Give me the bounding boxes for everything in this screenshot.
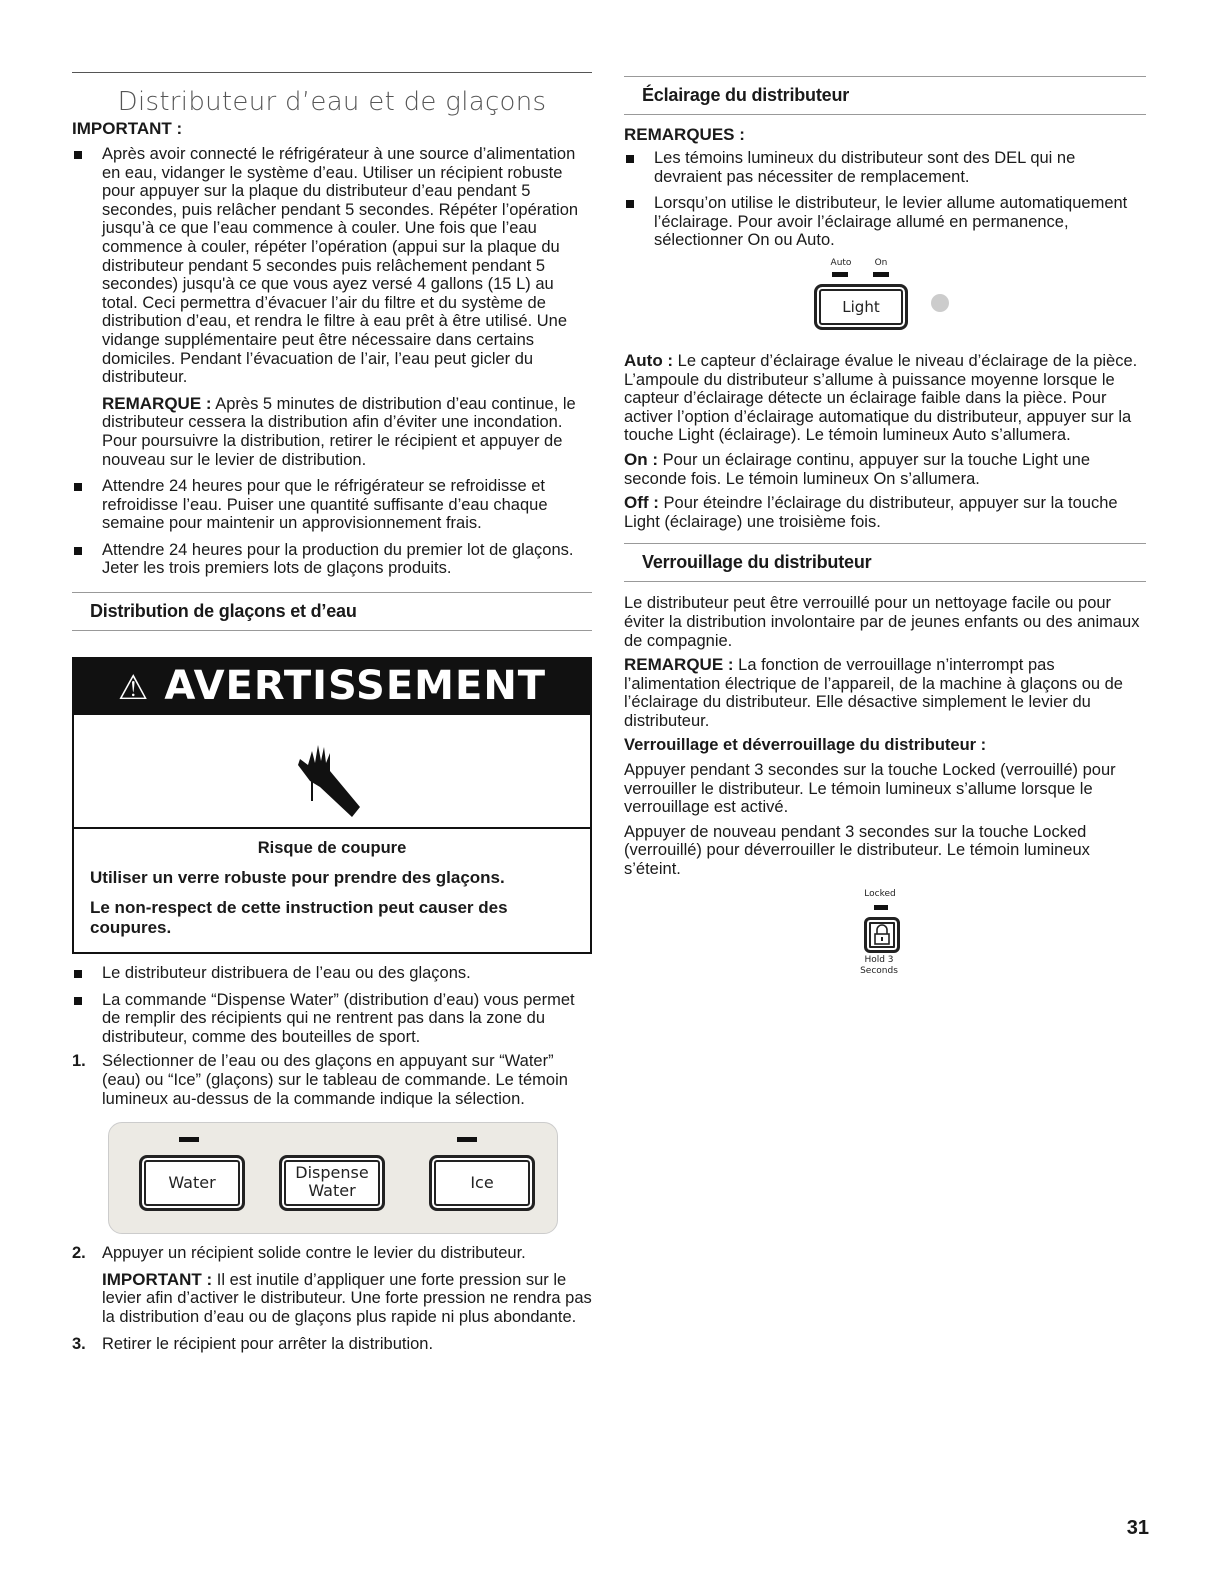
ice-indicator-led (457, 1137, 477, 1142)
light-note-1: Les témoins lumineux du distributeur sont des DEL qui ne devraient pas nécessiter de remplacement. (654, 149, 1076, 186)
dispense-button-label-top: Dispense (295, 1163, 369, 1183)
warning-triangle-icon: ⚠ (117, 668, 150, 709)
off-paragraph (624, 494, 1146, 531)
intro-bullet-3: Attendre 24 heures pour la production du premier lot de glaçons. Jeter les trois premiers lots de glaçons produits. (102, 540, 574, 578)
hold-label-line-2: Seconds (860, 965, 898, 976)
page-number: 31 (1126, 1517, 1149, 1539)
light-note-2: Lorsqu’on utilise le distributeur, le levier allume automatiquement l’éclairage. Pour avoir l’éclairage allumé en permanence, sélectionner On ou Auto. (654, 194, 1128, 250)
lock-paragraph-1: Appuyer pendant 3 secondes sur la touche Locked (verrouillé) pour verrouiller le distributeur. Le témoin lumineux s’allume lorsque le verrouillage est activé. (624, 761, 1116, 817)
step-2-text: Appuyer un récipient solide contre le levier du distributeur. (102, 1244, 526, 1263)
ice-button-label: Ice (470, 1173, 494, 1193)
water-indicator-led (179, 1137, 199, 1142)
intro-list (72, 145, 592, 578)
steps-list (72, 1052, 592, 1108)
padlock-icon (867, 920, 897, 950)
dispense-water-button[interactable] (279, 1155, 385, 1211)
step-2-important (102, 1271, 592, 1327)
list-item (72, 541, 592, 578)
top-rule (72, 72, 592, 73)
light-control-panel (624, 256, 1146, 352)
note-label: REMARQUE : (102, 393, 212, 413)
step-3-text: Retirer le récipient pour arrêter la distribution. (102, 1334, 434, 1353)
intro-bullet-2: Attendre 24 heures pour que le réfrigérateur se refroidisse et refroidisse l’eau. Puiser une quantité suffisante d’eau chaque semaine pour maintenir un approvisionnement frais. (102, 477, 548, 533)
step-2-important-text: Il est inutile d’appliquer une forte pression sur le levier afin d’activer le distributeur. Une forte pression ne rendra pas la distribution d’eau ou de glaçons plus rapide ni plus abondante. (102, 1270, 592, 1326)
warning-line-2: Le non-respect de cette instruction peut causer des coupures. (90, 898, 508, 938)
water-button-label: Water (168, 1173, 216, 1193)
bullet-icon (74, 547, 82, 555)
bullet-icon (626, 155, 634, 163)
bullet-icon (74, 970, 82, 978)
section-heading-light: Éclairage du distributeur (642, 85, 850, 105)
section-rule (624, 114, 1146, 115)
page-title: Distributeur d’eau et de glaçons (117, 87, 547, 117)
step-item (72, 1335, 592, 1354)
off-label: Off : (624, 493, 659, 513)
step-item (72, 1244, 592, 1326)
steps-list-continued (72, 1244, 592, 1353)
off-text: Pour éteindre l’éclairage du distributeur, appuyer sur la touche Light (éclairage) une troisième fois. (624, 494, 1118, 531)
step-2-important-label: IMPORTANT : (102, 1269, 213, 1289)
auto-label: Auto : (624, 350, 674, 370)
section-heading-dispensing: Distribution de glaçons et d’eau (90, 601, 357, 622)
list-item (72, 991, 592, 1047)
lock-note-text: La fonction de verrouillage n’interrompt pas l’alimentation électrique de l’appareil, de la machine à glaçons ou de l’éclairage du distributeur. Elle désactive simplement le levier du distributeur. (624, 656, 1123, 730)
on-paragraph (624, 451, 1146, 488)
light-sensor-icon (931, 294, 949, 312)
section-heading-lock: Verrouillage du distributeur (642, 552, 872, 573)
step-number: 2. (72, 1244, 86, 1263)
cut-hand-icon (290, 721, 370, 821)
on-label: On : (624, 449, 658, 469)
warning-text (74, 829, 590, 952)
ice-button[interactable] (429, 1155, 535, 1211)
dispense-button-label-bottom: Water (308, 1181, 356, 1201)
lock-control-panel (624, 885, 1146, 995)
note-text: Après 5 minutes de distribution d’eau continue, le distributeur cessera la distribution afin d’éviter une incondation. Pour poursuivre la distribution, retirer le récipient et appuyer de nouveau sur le levier de distribution. (102, 394, 576, 469)
list-item (624, 194, 1146, 250)
bullet-icon (74, 997, 82, 1005)
lock-button[interactable] (864, 917, 900, 953)
on-indicator-label: On (874, 257, 888, 268)
important-label: IMPORTANT : (72, 119, 183, 138)
auto-paragraph (624, 352, 1146, 445)
section-rule (624, 581, 1146, 582)
step-item (72, 1052, 592, 1108)
warning-banner (74, 659, 590, 715)
note-paragraph (102, 395, 592, 469)
left-column (72, 72, 592, 1353)
list-item (72, 964, 592, 983)
step-1-text: Sélectionner de l’eau ou des glaçons en appuyant sur “Water” (eau) ou “Ice” (glaçons) sur le tableau de commande. Le témoin lumineux au-dessus de la commande indique la sélection. (102, 1052, 568, 1108)
dispense-bullet-2: La commande “Dispense Water” (distribution d’eau) vous permet de remplir des récipients qui ne rentrent pas dans la zone du distributeur, comme des bouteilles de sport. (102, 990, 575, 1046)
on-text: Pour un éclairage continu, appuyer sur la touche Light une seconde fois. Le témoin lumineux On s’allumera. (624, 450, 1091, 488)
auto-indicator-label: Auto (830, 257, 852, 268)
dispense-bullet-1: Le distributeur distribuera de l’eau ou des glaçons. (102, 964, 471, 983)
warning-box (72, 657, 592, 954)
list-item (72, 145, 592, 469)
list-item (624, 149, 1146, 186)
remarques-label: REMARQUES : (624, 125, 745, 144)
section-rule (72, 630, 592, 631)
on-indicator-led (873, 272, 889, 277)
bullet-icon (626, 200, 634, 208)
water-button[interactable] (139, 1155, 245, 1211)
locked-indicator-led (874, 905, 888, 910)
right-column (624, 76, 1146, 995)
light-button-label: Light (842, 297, 880, 316)
lock-subheading: Verrouillage et déverrouillage du distributeur : (624, 736, 987, 755)
light-notes-list (624, 149, 1146, 250)
intro-bullet-1: Après avoir connecté le réfrigérateur à une source d’alimentation en eau, vidanger le système d’eau. Utiliser un récipient robuste pour appuyer sur la plaque du distributeur d’eau pendant 5 secondes, puis relâcher pendant 5 secondes. Répéter l’opération jusqu’à ce que l’eau commence à couler. Une fois que l’eau commence à couler, répéter l’opération (appui sur la plaque du distributeur pendant 5 secondes puis relâchement pendant 5 secondes) jusqu'à ce que vous ayez versé 4 gallons (15 L) au total. Ceci permettra d’évacuer l’air du filtre et du système de distribution d’eau, et rendra le filtre à eau prêt à être utilisé. Une vidange supplémentaire peut être nécessaire dans certains domiciles. Pendant l’évacuation de l’air, l’eau peut gicler du distributeur. (102, 145, 579, 387)
step-number: 1. (72, 1052, 86, 1071)
lock-note-label: REMARQUE : (624, 655, 734, 675)
hold-label-line-1: Hold 3 (864, 954, 894, 965)
lock-intro: Le distributeur peut être verrouillé pour un nettoyage facile ou pour éviter la distribution involontaire par de jeunes enfants ou des animaux de compagnie. (624, 594, 1140, 650)
list-item (72, 477, 592, 533)
dispenser-control-panel (108, 1122, 558, 1234)
lock-note-paragraph (624, 656, 1146, 730)
step-number: 3. (72, 1334, 86, 1353)
warning-line-1: Utiliser un verre robuste pour prendre des glaçons. (90, 868, 505, 888)
warning-icon-area (74, 715, 590, 829)
dispense-list (72, 964, 592, 1046)
bullet-icon (74, 483, 82, 491)
auto-indicator-led (832, 272, 848, 277)
locked-indicator-label: Locked (864, 888, 896, 899)
light-button[interactable] (814, 284, 908, 330)
bullet-icon (74, 151, 82, 159)
warning-hazard: Risque de coupure (257, 839, 407, 858)
auto-text: Le capteur d’éclairage évalue le niveau d’éclairage de la pièce. L’ampoule du distributeur s’allume à puissance moyenne lorsque le capteur d’éclairage détecte un éclairage faible dans la pièce. Pour activer l’option d’éclairage automatique du distributeur, appuyer sur la touche Light (éclairage). Le témoin lumineux Auto s’allumera. (624, 351, 1138, 445)
warning-banner-text: AVERTISSEMENT (164, 663, 547, 710)
lock-paragraph-2: Appuyer de nouveau pendant 3 secondes sur la touche Locked (verrouillé) pour déverrouiller le distributeur. Le témoin lumineux s’éteint. (624, 822, 1090, 879)
